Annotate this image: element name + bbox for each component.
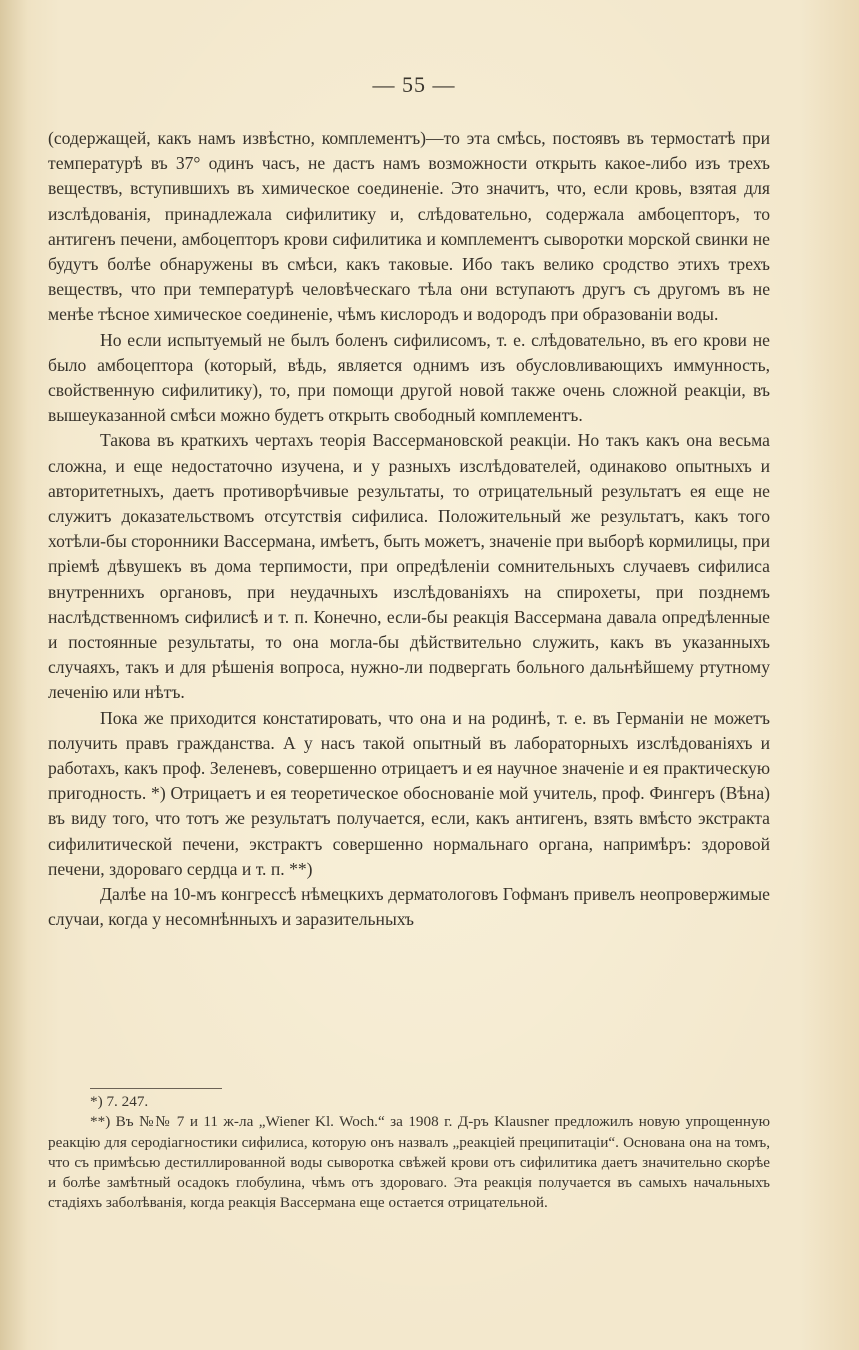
paragraph: Но если испытуемый не былъ боленъ сифилисомъ, т. е. слѣдовательно, въ его крови не было амбоцептора (который, вѣдь, является однимъ изъ обусловливающихъ иммунность, свойственную сифилитику), то, при помощи другой новой также очень сложной реакціи, въ вышеуказанной смѣси можно будетъ открыть свободный комплементъ. (48, 329, 770, 426)
page-number: — 55 — (372, 72, 456, 97)
paragraph: Такова въ краткихъ чертахъ теорія Вассермановской реакціи. Но такъ какъ она весьма сложна, и еще недостаточно изучена, и у разныхъ изслѣдователей, одинаково опытныхъ и авторитетныхъ, даетъ противорѣчивые результаты, то отрицательный результатъ ея еще не служитъ доказательствомъ отсутствія сифилиса. Положительный же результатъ, какъ того хотѣли-бы сторонники Вассермана, имѣетъ, быть можетъ, значеніе при выборѣ кормилицы, при пріемѣ дѣвушекъ въ дома терпимости, при опредѣленіи сомнительныхъ случаевъ сифилиса внутреннихъ органовъ, при неудачныхъ изслѣдованіяхъ на спирохеты, при позднемъ наслѣдственномъ сифилисѣ и т. п. Конечно, если-бы реакція Вассермана давала опредѣленные и постоянные результаты, то она могла-бы дѣйствительно служить, какъ въ указанныхъ случаяхъ, такъ и для рѣшенія вопроса, нужно-ли подвергать больного дальнѣйшему ртутному леченію или нѣтъ. (48, 430, 770, 703)
footnote-divider (90, 1088, 222, 1089)
main-text (48, 126, 770, 933)
paragraph: (содержащей, какъ намъ извѣстно, комплементъ)—то эта смѣсь, постоявъ въ термостатѣ при температурѣ въ 37° одинъ часъ, не дастъ намъ возможности открыть какое-либо изъ трехъ веществъ, вступившихъ въ химическое соединеніе. Это значитъ, что, если кровь, взятая для изслѣдованія, принадлежала сифилитику и, слѣдовательно, содержала амбоцепторъ, то антигенъ печени, амбоцепторъ крови сифилитика и комплементъ сыворотки морской свинки не будутъ болѣе обнаружены въ смѣси, какъ таковые. Ибо такъ велико сродство этихъ трехъ веществъ, что при температурѣ человѣческаго тѣла они вступаютъ другъ съ другомъ въ не менѣе тѣсное химическое соединеніе, чѣмъ кислородъ и водородъ при образованіи воды. (48, 128, 770, 325)
footnotes (48, 1092, 770, 1214)
footnote: **) Въ №№ 7 и 11 ж-ла „Wiener Kl. Woch.“ за 1908 г. Д-ръ Klausner предложилъ новую упрощенную реакцію для серодіагностики сифилиса, которую онъ назвалъ „реакціей преципитаціи“. Основана она на томъ, что съ примѣсью дестиллированной воды сыворотка свѣжей крови отъ сифилитика даетъ значительно скорѣе и болѣе замѣтный осадокъ глобулина, чѣмъ отъ здороваго. Эта реакція получается въ самыхъ начальныхъ стадіяхъ заболѣванія, когда реакція Вассермана еще остается отрицательной. (48, 1113, 770, 1212)
paragraph: Пока же приходится констатировать, что она и на родинѣ, т. е. въ Германіи не можетъ получить правъ гражданства. А у насъ такой опытный въ лабораторныхъ изслѣдованіяхъ и работахъ, какъ проф. Зеленевъ, совершенно отрицаетъ и ея научное значеніе и ея практическую пригодность. *) Отрицаетъ и ея теоретическое обоснованіе мой учитель, проф. Фингеръ (Вѣна) въ виду того, что тотъ же результатъ получается, если, какъ антигенъ, взять вмѣсто экстракта сифилитической печени, экстрактъ совершенно нормальнаго органа, напримѣръ: здоровой печени, здороваго сердца и т. п. **) (48, 707, 770, 879)
paragraph: Далѣе на 10-мъ конгрессѣ нѣмецкихъ дерматологовъ Гофманъ привелъ неопровержимые случаи, когда у несомнѣнныхъ и заразительныхъ (48, 884, 770, 930)
footnote: *) 7. 247. (90, 1093, 149, 1110)
